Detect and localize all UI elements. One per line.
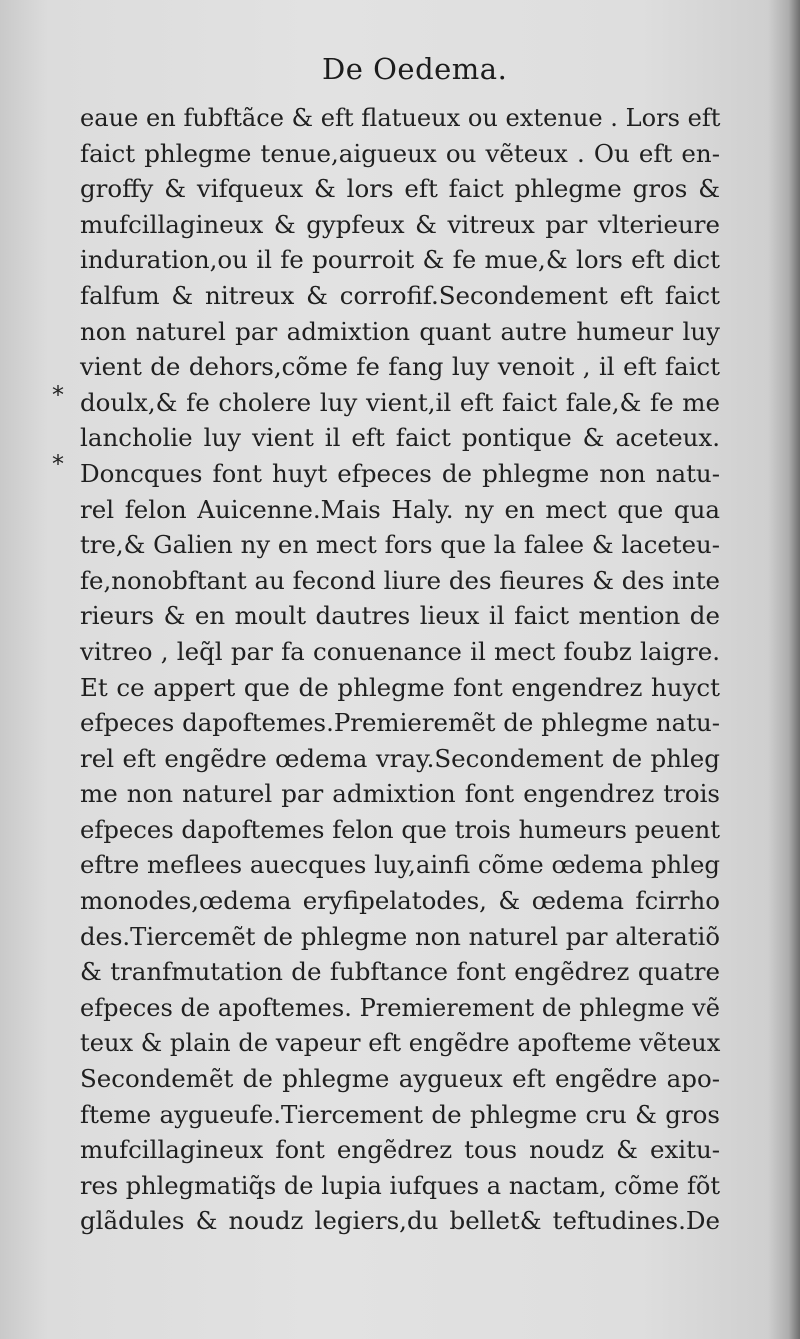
text-line: vient de dehors,cõme fe fang luy venoit , il eft faict	[80, 352, 720, 382]
text-line: lancholie luy vient il eft faict pontique & aceteux.	[80, 423, 720, 453]
text-line: falfum & nitreux & corrofif.Secondement eft faict	[80, 280, 720, 310]
text-line: efpeces de apoftemes. Premierement de phlegme vẽ	[80, 992, 721, 1022]
text-line: fteme aygueufe.Tiercement de phlegme cru & gros	[80, 1099, 720, 1129]
text-line: non naturel par admixtion quant autre humeur luy	[80, 316, 720, 346]
text-line: eaue en fubftãce & eft flatueux ou extenue . Lors eft	[80, 103, 721, 132]
text-line: efpeces dapoftemes.Premieremẽt de phlegme natu-	[80, 708, 721, 738]
text-line: mufcillagineux font engẽdrez tous noudz & exitu-	[80, 1135, 720, 1165]
text-line: rel felon Auicenne.Mais Haly. ny en mect que qua	[80, 494, 720, 524]
text-line: teux & plain de vapeur eft engẽdre apofteme vẽteux	[80, 1028, 721, 1058]
text-line: res phlegmatiq̃s de lupia iufques a nactam, cõme fõt	[80, 1170, 721, 1200]
text-line: & tranfmutation de fubftance font engẽdrez quatre	[80, 957, 720, 987]
text-line: mufcillagineux & gypfeux & vitreux par vlterieure	[80, 209, 720, 239]
body-text	[80, 100, 720, 1239]
margin-asterisk-2: *	[52, 450, 64, 478]
text-line: vitreo , leq̃l par fa conuenance il mect foubz laigre.	[80, 636, 720, 666]
text-line: fe,nonobftant au fecond liure des fieures & des inte	[80, 565, 721, 595]
text-line: me non naturel par admixtion font engendrez trois	[80, 779, 720, 809]
text-line: Et ce appert que de phlegme font engendrez huyct	[80, 672, 720, 702]
text-line: induration,ou il fe pourroit & fe mue,& lors eft dict	[80, 245, 720, 275]
margin-asterisk-1: *	[52, 381, 64, 409]
text-line: tre,& Galien ny en mect fors que la falee & laceteu-	[80, 530, 720, 560]
text-line: rieurs & en moult dautres lieux il faict mention de	[80, 601, 720, 631]
text-line: Secondemẽt de phlegme aygueux eft engẽdre apo-	[80, 1064, 720, 1094]
text-line: efpeces dapoftemes felon que trois humeurs peuent	[80, 814, 720, 844]
text-line: des.Tiercemẽt de phlegme non naturel par alteratiõ	[80, 921, 720, 951]
running-header: De Oedema.	[322, 52, 508, 86]
text-line: Doncques font huyt efpeces de phlegme non natu-	[80, 458, 720, 488]
text-line: groffy & vifqueux & lors eft faict phlegme gros &	[80, 174, 720, 204]
text-line: doulx,& fe cholere luy vient,il eft faict fale,& fe me	[80, 387, 720, 417]
text-line: faict phlegme tenue,aigueux ou vẽteux . Ou eft en-	[80, 138, 720, 168]
text-line: glãdules & noudz legiers,du bellet& teftudines.De	[80, 1206, 720, 1236]
text-line: monodes,œdema eryfipelatodes, & œdema fcirrho	[80, 886, 720, 916]
text-line: eftre meflees auecques luy,ainfi cõme œdema phleg	[80, 850, 721, 880]
text-line: rel eft engẽdre œdema vray.Secondement de phleg	[80, 743, 720, 773]
page-edge-shadow	[788, 0, 800, 1339]
